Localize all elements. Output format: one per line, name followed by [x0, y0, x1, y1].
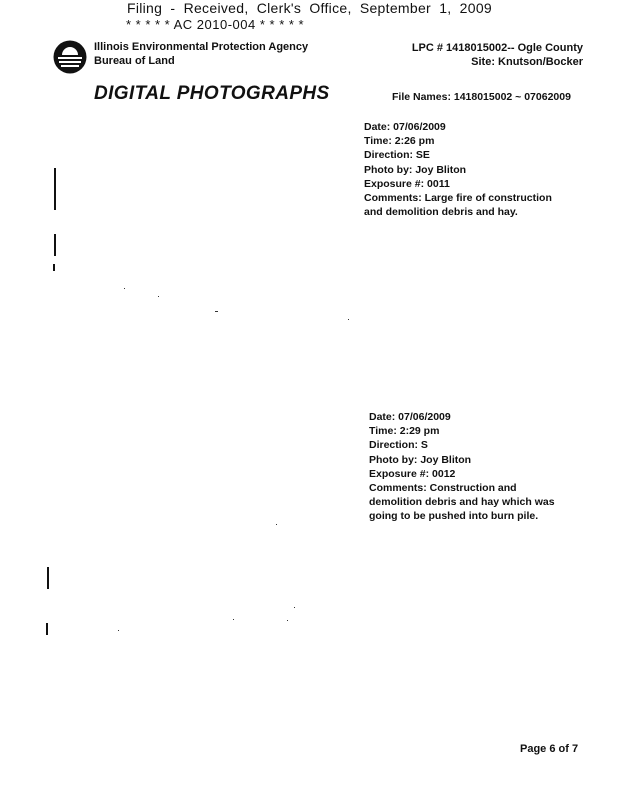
photo-exposure: Exposure #: 0011: [364, 177, 450, 190]
illinois-epa-logo-icon: [53, 40, 87, 74]
photo-comments-cont-2: going to be pushed into burn pile.: [369, 510, 539, 523]
scan-speck: [294, 607, 295, 608]
photo-photographer: Photo by: Joy Bliton: [369, 453, 472, 466]
photo-caption-2: [369, 410, 599, 524]
scan-speck: [348, 319, 349, 320]
document-title: DIGITAL PHOTOGRAPHS: [94, 83, 330, 104]
bureau-name: Bureau of Land: [94, 55, 175, 67]
scan-speck: [233, 619, 234, 620]
scan-mark: [54, 234, 56, 256]
scan-speck: [276, 524, 277, 525]
filing-stamp-line-2: * * * * * AC 2010-004 * * * * *: [126, 17, 305, 32]
lpc-number: LPC # 1418015002-- Ogle County: [411, 42, 583, 54]
photo-photographer: Photo by: Joy Bliton: [364, 163, 467, 176]
page-number: Page 6 of 7: [520, 743, 579, 755]
photo-exposure: Exposure #: 0012: [369, 467, 456, 480]
photo-comments-cont: demolition debris and hay which was: [369, 496, 555, 509]
photo-date: Date: 07/06/2009: [364, 121, 446, 133]
file-names: File Names: 1418015002 ~ 07062009: [392, 91, 571, 103]
scan-speck: [124, 288, 125, 289]
photo-time: Time: 2:29 pm: [369, 425, 440, 438]
photo-time: Time: 2:26 pm: [364, 135, 435, 148]
photo-comments: Comments: Large fire of construction: [364, 192, 552, 205]
photo-date: Date: 07/06/2009: [369, 411, 451, 423]
site-block: [412, 41, 583, 69]
site-name: Site: Knutson/Bocker: [471, 56, 583, 68]
photo-direction: Direction: S: [369, 439, 428, 452]
scan-speck: [158, 296, 159, 297]
photo-comments: Comments: Construction and: [369, 482, 517, 495]
agency-block: [94, 40, 308, 68]
photo-comments-cont: and demolition debris and hay.: [364, 206, 518, 219]
photo-caption-1: [364, 120, 594, 219]
photo-direction: Direction: SE: [364, 149, 430, 162]
scan-mark: [46, 623, 48, 635]
scan-mark: [47, 567, 49, 589]
scan-speck: [287, 620, 288, 621]
scan-mark: [53, 264, 55, 271]
agency-name: Illinois Environmental Protection Agency: [94, 41, 309, 53]
scan-speck: [118, 630, 119, 631]
scan-mark: [54, 168, 56, 210]
filing-stamp-line-1: Filing - Received, Clerk's Office, September 1, 2009: [126, 0, 493, 16]
scan-speck: [215, 311, 218, 312]
